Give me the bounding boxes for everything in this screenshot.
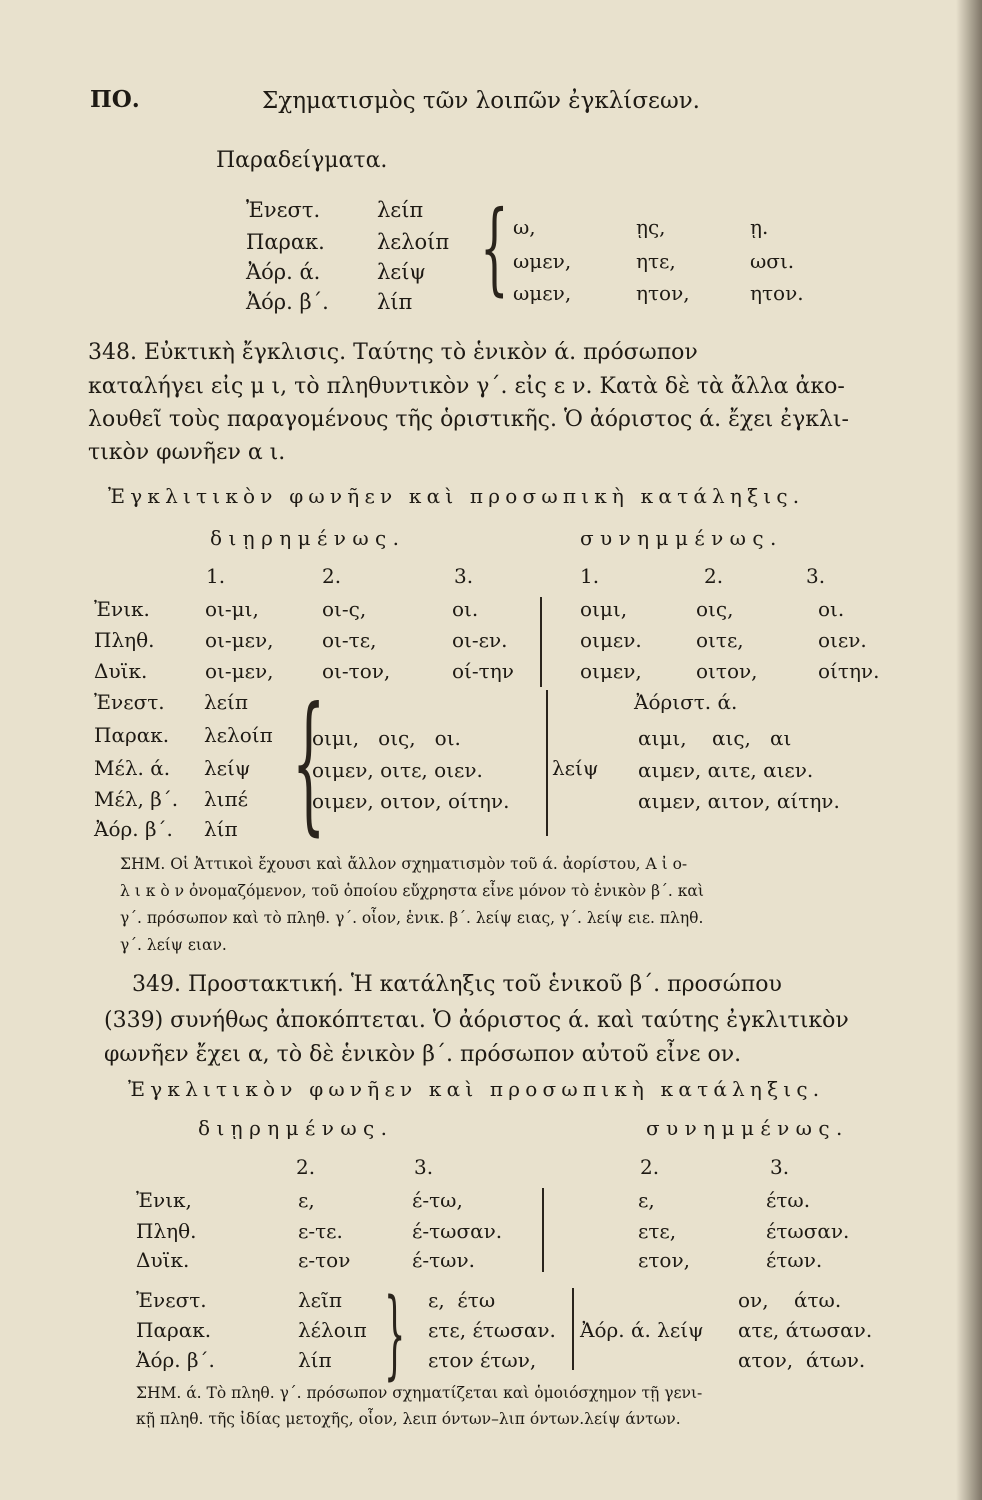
ending-cell: ε,: [638, 1188, 655, 1212]
ending-cell: οι-μεν,: [205, 628, 274, 652]
example-stem: λελοίπ: [377, 230, 450, 254]
page-number: ΠΟ.: [90, 86, 140, 113]
ending-cell: οι-μι,: [205, 597, 259, 621]
person-number: 3.: [770, 1155, 790, 1179]
person-number: 3.: [454, 564, 474, 588]
ending-cell: οις,: [696, 597, 734, 621]
note-line: λ ι κ ὸ ν ὀνομαζόμενον, τοῦ ὁποίου εὔχρηστα εἶνε μόνον τὸ ἑνικὸν β΄. καὶ: [120, 882, 704, 900]
person-number: 3.: [806, 564, 826, 588]
person-number: 1.: [206, 564, 226, 588]
ending-cell: ε,: [298, 1188, 315, 1212]
para-348-line: τικὸν φωνῆεν α ι.: [88, 440, 286, 465]
person-number: 2.: [704, 564, 724, 588]
note-line: γ΄. λείψ ειαν.: [120, 936, 227, 954]
ending-cell: οι-εν.: [452, 628, 508, 652]
aorist-endings: αιμεν, αιτε, αιεν.: [638, 758, 814, 782]
ending-cell: οίτην.: [818, 659, 880, 683]
aorist-endings: ατον, άτων.: [738, 1348, 866, 1372]
example-ending: ητον,: [636, 281, 690, 305]
column-divider: [572, 1288, 574, 1370]
column-divider: [540, 597, 542, 687]
aorist-endings: αιμι, αις, αι: [638, 726, 792, 750]
para-348-line: καταλήγει εἰς μ ι, τὸ πληθυντικὸν γ΄. εἰς ε ν. Κατὰ δὲ τὰ ἄλλα ἀκο-: [88, 374, 845, 399]
example-stem: λίπ: [377, 290, 413, 314]
ending-cell: ετε,: [638, 1219, 677, 1243]
tense-label: Ἀόρ. β΄.: [136, 1348, 215, 1372]
person-number: 2.: [322, 564, 342, 588]
example-label: Ἀόρ. β΄.: [246, 290, 329, 314]
paradigm-endings: οιμι, οις, οι.: [312, 726, 461, 750]
ending-cell: έτων.: [766, 1248, 823, 1272]
example-label: Ἐνεστ.: [246, 198, 321, 222]
aorist-endings: ον, άτω.: [738, 1288, 842, 1312]
example-ending: ωμεν,: [513, 249, 572, 273]
ending-cell: έ-τω,: [412, 1188, 463, 1212]
tense-label: Παρακ.: [136, 1318, 212, 1342]
ending-cell: έ-των.: [412, 1248, 476, 1272]
example-ending: ῃ.: [750, 215, 769, 239]
ending-cell: οί-την: [452, 659, 514, 683]
ending-cell: ετον,: [638, 1248, 690, 1272]
number-label: Δυϊκ.: [94, 659, 148, 683]
column-divider: [542, 1188, 544, 1272]
ending-cell: οι-μεν,: [205, 659, 274, 683]
example-label: Ἀόρ. ά.: [246, 260, 321, 284]
tense-label: Παρακ.: [94, 723, 170, 747]
imperative-heading: Ἐγκλιτικὸν φωνῆεν καὶ προσωπικὴ κατάληξις.: [128, 1077, 825, 1101]
stem: λιπέ: [204, 787, 249, 811]
aorist-endings: αιμεν, αιτον, αίτην.: [638, 789, 840, 813]
number-label: Πληθ.: [136, 1219, 197, 1243]
ending-cell: οι-τον,: [322, 659, 391, 683]
ending-cell: οι-τε,: [322, 628, 377, 652]
aorist-label: Ἀόρ. ά. λείψ: [580, 1318, 704, 1342]
para-349-line: (339) συνήθως ἀποκόπτεται. Ὁ ἀόριστος ά. καὶ ταύτης ἐγκλιτικὸν: [104, 1008, 849, 1033]
running-title: Σχηματισμὸς τῶν λοιπῶν ἐγκλίσεων.: [262, 88, 700, 114]
ending-cell: ε-τε.: [298, 1219, 343, 1243]
stem: λείπ: [204, 690, 249, 714]
tense-label: Ἀόρ. β΄.: [94, 817, 173, 841]
examples-title: Παραδείγματα.: [216, 148, 388, 173]
ending-cell: οιεν.: [818, 628, 867, 652]
stem: λέλοιπ: [298, 1318, 367, 1342]
person-number: 2.: [296, 1155, 316, 1179]
paradigm-brace: }: [384, 1278, 406, 1390]
ending-cell: οιμι,: [580, 597, 628, 621]
imperative-right-sub: συνημμένως.: [646, 1116, 849, 1140]
number-label: Ἐνικ.: [94, 597, 150, 621]
ending-cell: έτωσαν.: [766, 1219, 850, 1243]
stem: λελοίπ: [204, 723, 273, 747]
example-ending: ητε,: [636, 249, 676, 273]
number-label: Δυϊκ.: [136, 1248, 190, 1272]
example-ending: ω,: [513, 215, 536, 239]
aorist-endings: ατε, άτωσαν.: [738, 1318, 873, 1342]
paradigm-endings: ετον έτων,: [428, 1348, 537, 1372]
optative-right-sub: συνημμένως.: [580, 526, 783, 550]
example-brace: {: [480, 189, 509, 306]
ending-cell: οιτον,: [696, 659, 758, 683]
stem: λεῖπ: [298, 1288, 343, 1312]
tense-label: Ἐνεστ.: [136, 1288, 207, 1312]
tense-label: Μέλ, β΄.: [94, 787, 179, 811]
aorist-label: Ἀόριστ. ά.: [634, 690, 738, 714]
ending-cell: έ-τωσαν.: [412, 1219, 503, 1243]
note-line: κῇ πληθ. τῆς ἰδίας μετοχῆς, οἷον, λειπ όντων–λιπ όντων.λείψ άντων.: [136, 1410, 681, 1428]
optative-heading: Ἐγκλιτικὸν φωνῆεν καὶ προσωπικὴ κατάληξις.: [108, 484, 805, 508]
note-line: γ΄. πρόσωπον καὶ τὸ πληθ. γ΄. οἷον, ἑνικ. β΄. λείψ ειας, γ΄. λείψ ειε. πληθ.: [120, 909, 704, 927]
example-stem: λείψ: [377, 260, 426, 284]
paradigm-endings: ε, έτω: [428, 1288, 496, 1312]
stem: λείψ: [204, 756, 251, 780]
stem: λίπ: [204, 817, 238, 841]
example-ending: ητον.: [750, 281, 804, 305]
tense-label: Ἐνεστ.: [94, 690, 165, 714]
optative-left-sub: διῃρημένως.: [210, 526, 406, 550]
ending-cell: έτω.: [766, 1188, 811, 1212]
paradigm-endings: οιμεν, οιτε, οιεν.: [312, 758, 483, 782]
para-349-line: 349. Προστακτική. Ἡ κατάληξις τοῦ ἑνικοῦ β΄. προσώπου: [132, 972, 782, 997]
person-number: 2.: [640, 1155, 660, 1179]
aorist-stem: λείψ: [552, 756, 599, 780]
person-number: 1.: [580, 564, 600, 588]
note-line: ΣΗΜ. ά. Τὸ πληθ. γ΄. πρόσωπον σχηματίζεται καὶ ὁμοιόσχημον τῇ γενι-: [136, 1384, 703, 1402]
example-ending: ῃς,: [636, 215, 666, 239]
example-ending: ωμεν,: [513, 281, 572, 305]
note-line: ΣΗΜ. Οἱ Ἀττικοὶ ἔχουσι καὶ ἄλλον σχηματισμὸν τοῦ ά. ἀορίστου, Α ἰ ο-: [120, 855, 688, 873]
ending-cell: οιτε,: [696, 628, 744, 652]
number-label: Πληθ.: [94, 628, 155, 652]
paradigm-endings: οιμεν, οιτον, οίτην.: [312, 789, 510, 813]
stem: λίπ: [298, 1348, 332, 1372]
column-divider: [546, 690, 548, 836]
ending-cell: οι.: [818, 597, 845, 621]
paradigm-brace: {: [292, 676, 326, 850]
tense-label: Μέλ. ά.: [94, 756, 171, 780]
ending-cell: οι-ς,: [322, 597, 367, 621]
ending-cell: οιμεν.: [580, 628, 642, 652]
example-ending: ωσι.: [750, 249, 795, 273]
para-348-line: 348. Εὐκτικὴ ἔγκλισις. Ταύτης τὸ ἑνικὸν ά. πρόσωπον: [88, 340, 698, 365]
example-stem: λείπ: [377, 198, 424, 222]
ending-cell: οι.: [452, 597, 479, 621]
para-349-line: φωνῆεν ἔχει α, τὸ δὲ ἑνικὸν β΄. πρόσωπον αὐτοῦ εἶνε ον.: [104, 1042, 742, 1067]
ending-cell: οιμεν,: [580, 659, 642, 683]
ending-cell: ε-τον: [298, 1248, 351, 1272]
person-number: 3.: [414, 1155, 434, 1179]
number-label: Ἐνικ,: [136, 1188, 192, 1212]
imperative-left-sub: διῃρημένως.: [198, 1116, 394, 1140]
paradigm-endings: ετε, έτωσαν.: [428, 1318, 556, 1342]
para-348-line: λουθεῖ τοὺς παραγομένους τῆς ὁριστικῆς. Ὁ ἀόριστος ά. ἔχει ἐγκλι-: [88, 407, 849, 432]
example-label: Παρακ.: [246, 230, 325, 254]
